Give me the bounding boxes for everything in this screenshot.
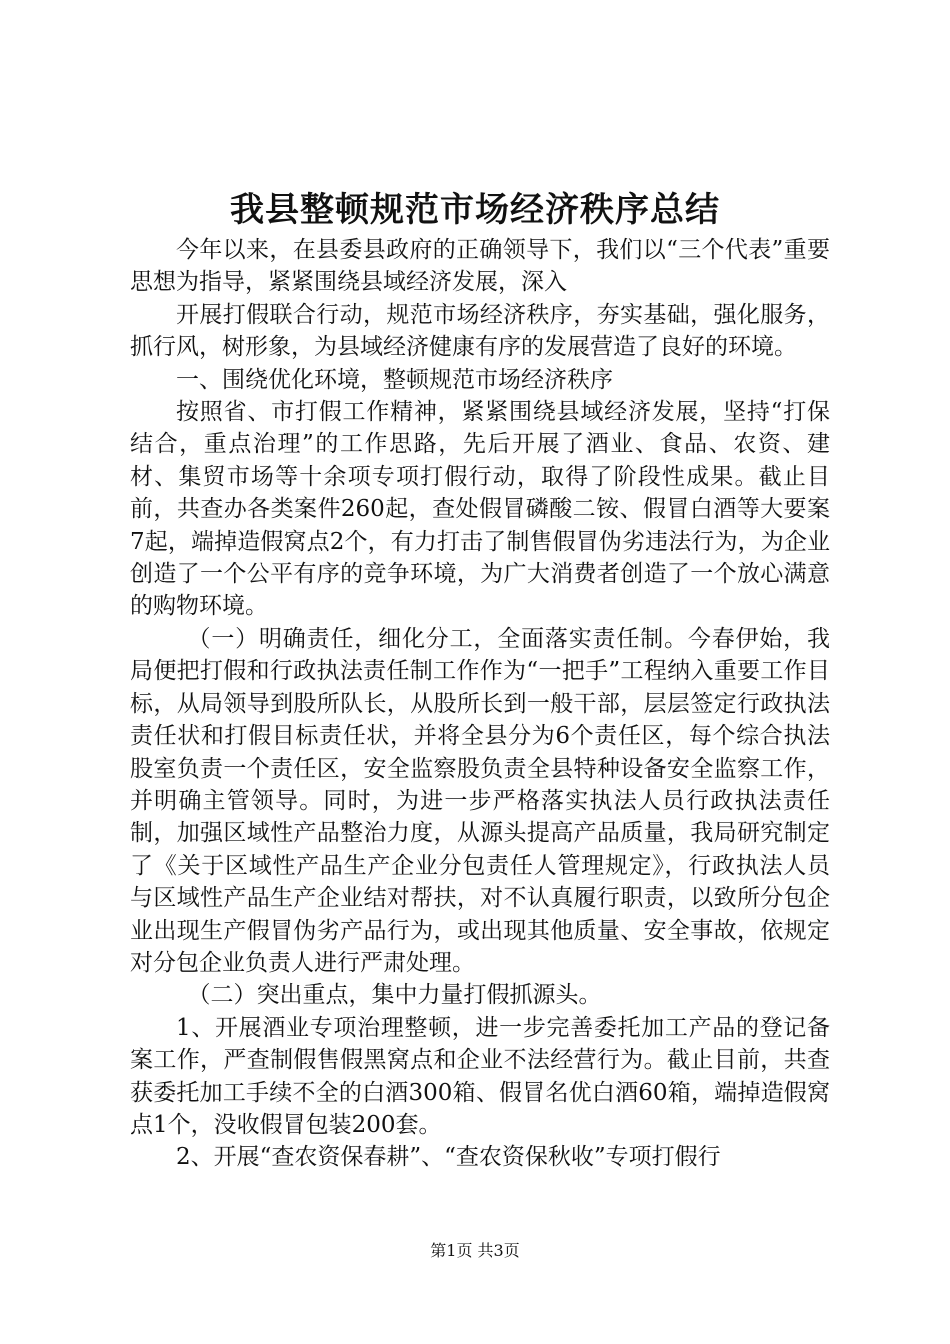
subsection-2-heading: （二）突出重点，集中力量打假抓源头。 [187,982,602,1009]
item-1: 1、开展酒业专项治理整顿，进一步完善委托加工产品的登记备案工作，严查制假售假黑窝点和企业不法经营行为。截止目前，共查获委托加工手续不全的白酒300箱、假冒名优白酒60箱，端掉造假窝点1个，没收假冒包装200套。 [130,1014,830,1138]
item-2: 2、开展“查农资保春耕”、“查农资保秋收”专项打假行 [176,1144,721,1171]
document-body [130,234,830,1174]
paragraph-intro: 今年以来，在县委县政府的正确领导下，我们以“三个代表”重要思想为指导，紧紧围绕县域经济发展，深入 [130,237,830,296]
paragraph-intro-continued: 开展打假联合行动，规范市场经济秩序，夯实基础，强化服务，抓行风，树形象，为县域经济健康有序的发展营造了良好的环境。 [130,301,830,361]
section-heading-1: 一、围绕优化环境，整顿规范市场经济秩序 [176,366,613,393]
page-footer: 第1页 共3页 [430,1241,520,1260]
document-title: 我县整顿规范市场经济秩序总结 [230,190,720,230]
paragraph-section-1: 按照省、市打假工作精神，紧紧围绕县域经济发展，坚持“打保结合，重点治理”的工作思路，先后开展了酒业、食品、农资、建材、集贸市场等十余项专项打假行动，取得了阶段性成果。截止目前，共查办各类案件260起，查处假冒磷酸二铵、假冒白酒等大要案7起，端掉造假窝点2个，有力打击了制售假冒伪劣违法行为，为企业创造了一个公平有序的竞争环境，为广大消费者创造了一个放心满意的购物环境。 [130,399,830,620]
subsection-1: （一）明确责任，细化分工，全面落实责任制。今春伊始，我局便把打假和行政执法责任制工作作为“一把手”工程纳入重要工作目标，从局领导到股所队长，从股所长到一般干部，层层签定行政执法责任状和打假目标责任状，并将全县分为6个责任区，每个综合执法股室负责一个责任区，安全监察股负责全县特种设备安全监察工作，并明确主管领导。同时，为进一步严格落实执法人员行政执法责任制，加强区域性产品整治力度，从源头提高产品质量，我局研究制定了《关于区域性产品生产企业分包责任人管理规定》，行政执法人员与区域性产品生产企业结对帮扶，对不认真履行职责，以致所分包企业出现生产假冒伪劣产品行为，或出现其他质量、安全事故，依规定对分包企业负责人进行严肃处理。 [130,625,830,976]
